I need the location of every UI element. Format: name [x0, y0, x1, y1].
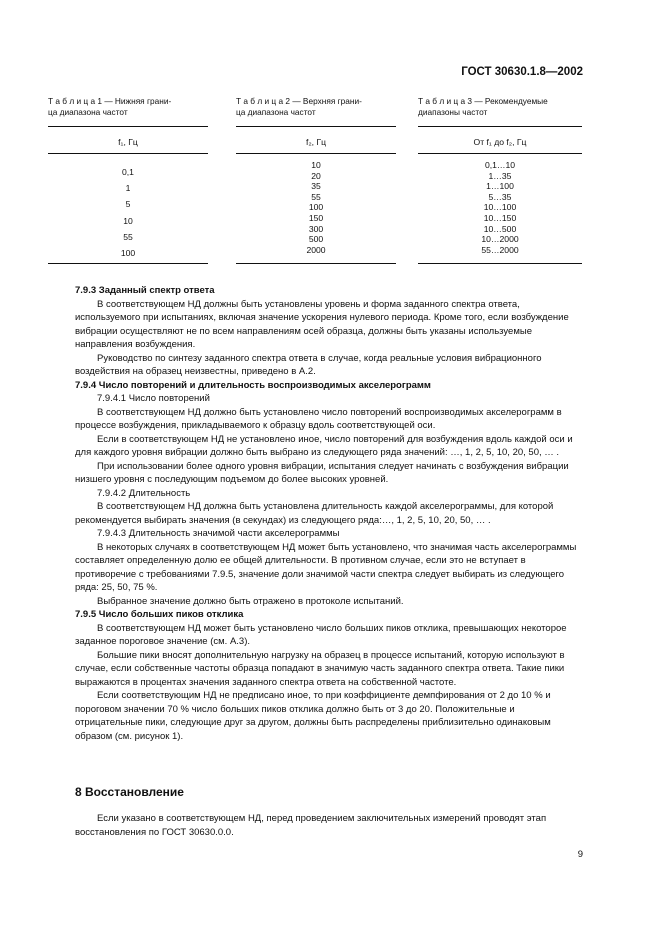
table-2-cell: 55 — [311, 191, 321, 202]
paragraph: Если указано в соответствующем НД, перед проведением заключительных измерений проводят этап восстановления по ГОСТ 30630.0.0. — [75, 813, 547, 838]
table-2-header: f₂, Гц — [236, 127, 396, 154]
heading-7-9-3: 7.9.3 Заданный спектр ответа — [75, 285, 215, 296]
table-2-cell: 500 — [308, 234, 324, 245]
heading-7-9-4-1: 7.9.4.1 Число повторений — [97, 393, 210, 404]
table-3-body — [418, 154, 582, 255]
paragraph: Большие пики вносят дополнительную нагрузку на образец в процессе испытаний, которую используют в случае, если собственные частоты образца попадают в значимую часть заданного спектра ответа. Такие пики выражаются в процентах значения заданного спектра ответа на собственной частоте. — [75, 649, 565, 688]
paragraph: Если соответствующим НД не предписано иное, то при коэффициенте демпфирования от 2 до 10 % и пороговом значении 70 % число больших пиков отклика должно быть от 3 до 20. Положительные и отрицательные пики, следующие друг за другом, должны быть распределены приблизительно одинаковым образом (см. рисунок 1). — [75, 690, 551, 742]
section-8-text — [75, 812, 582, 839]
table-2-body — [236, 154, 396, 255]
table-3-header: От f₁ до f₂, Гц — [418, 127, 582, 154]
paragraph: В соответствующем НД должно быть установлено число повторений воспроизводимых акселерограмм в процессе возбуждения, прикладываемого к образцу вдоль соответствующей оси. — [75, 406, 562, 431]
heading-7-9-4-2: 7.9.4.2 Длительность — [97, 487, 191, 499]
page-number: 9 — [577, 849, 583, 860]
paragraph: В соответствующем НД должна быть установлена длительность каждой акселерограммы, для которой рекомендуется выбирать значения (в секундах) из следующего ряда:…, 1, 2, 5, 10, 20, 50, … . — [75, 501, 554, 526]
heading-7-9-4-3: 7.9.4.3 Длительность значимой части акселерограммы — [97, 528, 340, 539]
table-1 — [48, 126, 208, 264]
table-3-cell: 10…100 — [483, 202, 517, 213]
table-1-cell: 100 — [120, 248, 136, 259]
heading-7-9-5: 7.9.5 Число больших пиков отклика — [75, 609, 244, 620]
table-2-cell: 35 — [311, 181, 321, 192]
table-1-cell: 55 — [123, 231, 133, 242]
table-3-cell: 10…500 — [483, 223, 517, 234]
paragraph: Выбранное значение должно быть отражено в протоколе испытаний. — [97, 595, 404, 607]
table-3-cell: 55…2000 — [481, 244, 519, 255]
table-3 — [418, 126, 582, 264]
body-text — [75, 284, 582, 743]
table-3-cell: 1…35 — [488, 170, 512, 181]
table-2-cell: 300 — [308, 223, 324, 234]
table-1-cell: 5 — [125, 199, 131, 210]
table-1-header: f₁, Гц — [48, 127, 208, 154]
table-1-cell: 1 — [125, 183, 131, 194]
paragraph: В соответствующем НД может быть установлено число больших пиков отклика, превышающих некоторое заданное пороговое значение (см. А.3). — [75, 622, 567, 647]
paragraph: В соответствующем НД должны быть установлены уровень и форма заданного спектра ответа, используемого при испытаниях, включая значение ускорения нулевого периода. Кроме того, если возбуждение вибрации осуществляют не по всем направлениям осей образца, должны быть указаны используемые направления возбуждения. — [75, 298, 569, 350]
section-8-title: 8 Восстановление — [75, 785, 184, 799]
paragraph: В некоторых случаях в соответствующем НД может быть установлено, что значимая часть акселерограммы составляет определенную долю ее общей длительности. В противном случае, если это не вступает в противоречие с требованиями 7.9.5, значение доли значимой части спектра следует выбирать из следующего ряда: 25, 50, 75 %. — [75, 541, 577, 593]
table-1-cell: 10 — [123, 215, 133, 226]
table-2-cell: 10 — [311, 160, 321, 170]
table-3-cell: 10…150 — [483, 212, 517, 223]
table-3-cell: 10…2000 — [481, 234, 519, 245]
table-2-cell: 20 — [311, 170, 321, 181]
paragraph: Руководство по синтезу заданного спектра ответа в случае, когда реальные условия вибрационного воздействия на образец неизвестны, приведено в А.2. — [75, 352, 542, 377]
table-2-cell: 2000 — [306, 244, 326, 255]
table-2-caption: Т а б л и ц а 2 — Верхняя грани- ца диапазона частот — [236, 96, 362, 117]
table-3-cell: 1…100 — [486, 181, 514, 192]
table-1-caption: Т а б л и ц а 1 — Нижняя грани- ца диапазона частот — [48, 96, 172, 117]
table-3-cell: 0,1…10 — [484, 160, 516, 170]
table-3-cell: 5…35 — [488, 191, 512, 202]
table-1-body — [48, 154, 208, 261]
table-2-cell: 150 — [308, 212, 324, 223]
paragraph: Если в соответствующем НД не установлено иное, число повторений для возбуждения вдоль каждой оси и для каждого уровня вибрации должно быть выбрано из следующего ряда значений: …, 1, 2, 5, 10, 20, 50, … . — [75, 433, 573, 458]
table-3-caption: Т а б л и ц а 3 — Рекомендуемые диапазоны частот — [418, 96, 548, 117]
heading-7-9-4: 7.9.4 Число повторений и длительность воспроизводимых акселерограмм — [75, 379, 431, 391]
document-code: ГОСТ 30630.1.8—2002 — [461, 66, 583, 78]
table-2 — [236, 126, 396, 264]
table-1-cell: 0,1 — [122, 167, 134, 177]
paragraph: При использовании более одного уровня вибрации, испытания следует начинать с возбуждения вибрации низшего уровня с последующим подъемом до более высоких уровней. — [75, 460, 569, 485]
table-2-cell: 100 — [308, 202, 324, 213]
